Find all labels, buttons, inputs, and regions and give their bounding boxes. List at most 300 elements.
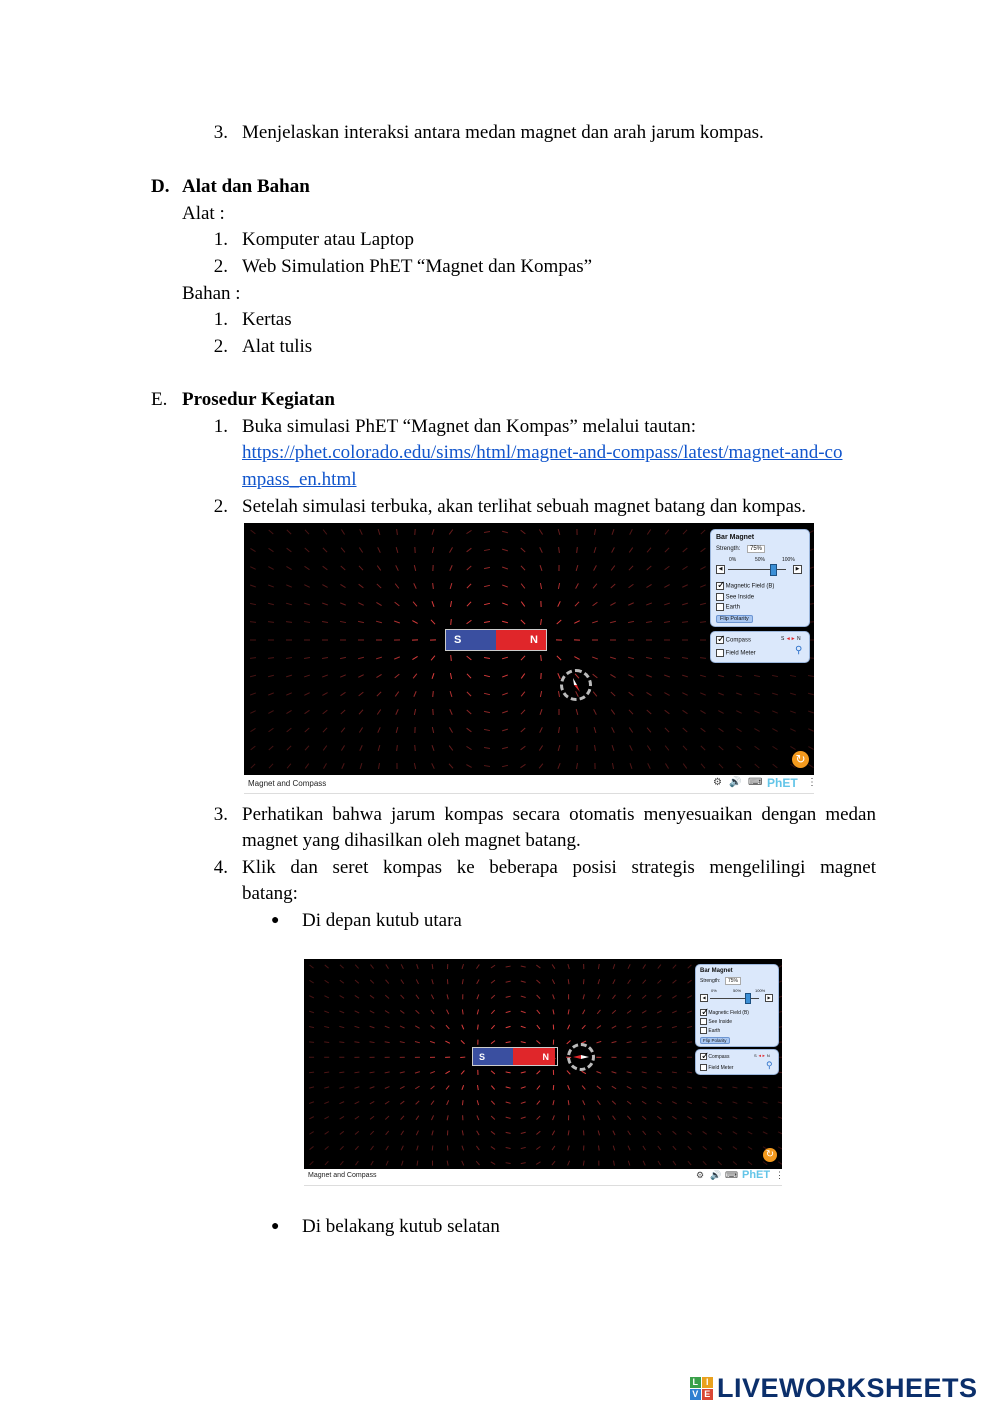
field-arrow xyxy=(478,1085,479,1090)
field-arrow xyxy=(748,1147,752,1150)
field-arrow xyxy=(521,584,525,589)
flip-polarity-button[interactable]: Flip Polarity xyxy=(716,615,753,623)
field-arrow xyxy=(502,657,508,659)
phet-logo[interactable]: PhET xyxy=(742,1169,771,1181)
field-arrow xyxy=(250,693,256,695)
see-inside-label: See Inside xyxy=(725,594,755,601)
field-arrow xyxy=(432,673,434,679)
field-arrow xyxy=(358,603,363,606)
field-arrow xyxy=(719,728,724,731)
field-arrow xyxy=(431,1010,434,1014)
field-arrow xyxy=(642,1011,646,1014)
field-arrow xyxy=(491,1025,494,1029)
field-arrow xyxy=(598,1146,599,1151)
field-arrow xyxy=(598,979,600,984)
field-arrow xyxy=(683,548,688,552)
field-arrow xyxy=(506,1042,511,1043)
sound-icon[interactable]: 🔊 xyxy=(729,777,742,788)
field-arrow xyxy=(682,675,688,677)
simulation-link-continued[interactable]: mpass_en.html xyxy=(242,469,357,490)
field-arrow xyxy=(370,1026,375,1028)
field-arrow xyxy=(250,548,255,551)
field-arrow xyxy=(431,620,435,624)
field-arrow xyxy=(736,693,742,695)
field-arrow xyxy=(643,1161,645,1166)
field-arrow xyxy=(687,996,691,999)
field-arrow xyxy=(414,691,416,697)
step-text-line: batang: xyxy=(242,883,298,904)
field-arrow xyxy=(598,964,599,969)
field-arrow xyxy=(445,1071,449,1074)
field-arrow xyxy=(657,1011,661,1013)
field-arrow xyxy=(355,1087,360,1089)
field-meter-checkbox[interactable] xyxy=(716,649,724,657)
see-inside-option[interactable] xyxy=(700,1018,732,1025)
bar-magnet-panel xyxy=(695,964,779,1047)
phet-logo[interactable]: PhET xyxy=(767,776,798,790)
field-arrow xyxy=(558,691,559,697)
tick-0: 0% xyxy=(729,557,737,563)
field-arrow xyxy=(688,1146,692,1150)
field-arrow xyxy=(576,709,578,715)
field-arrow xyxy=(540,727,543,732)
field-arrow xyxy=(736,675,742,676)
field-arrow xyxy=(597,1086,601,1089)
compass-label: Compass xyxy=(708,1053,730,1060)
field-arrow xyxy=(718,1117,723,1119)
field-arrow xyxy=(808,675,814,676)
field-arrow xyxy=(447,1100,449,1105)
field-arrow xyxy=(309,1132,313,1135)
tools-panel xyxy=(710,631,810,663)
field-arrow xyxy=(450,673,451,679)
field-meter-option[interactable] xyxy=(700,1064,733,1071)
field-arrow xyxy=(377,566,380,571)
field-arrow xyxy=(401,1146,403,1151)
field-arrow xyxy=(672,1087,677,1089)
field-arrow xyxy=(502,729,508,731)
field-arrow xyxy=(612,1010,616,1013)
field-arrow xyxy=(446,1086,449,1090)
settings-icon[interactable]: ⚙ xyxy=(696,1170,705,1180)
field-arrow xyxy=(627,1116,630,1120)
field-arrow xyxy=(491,1131,495,1134)
field-arrow xyxy=(733,1132,737,1135)
field-arrow xyxy=(717,1087,722,1088)
sim-navbar-2 xyxy=(304,1169,782,1186)
field-arrow xyxy=(478,1025,479,1030)
field-arrow xyxy=(628,1161,630,1166)
strength-slider-track[interactable] xyxy=(710,998,759,999)
field-arrow xyxy=(642,1026,647,1028)
field-arrow xyxy=(612,1101,616,1105)
earth-checkbox[interactable] xyxy=(700,1027,707,1034)
compass-checkbox[interactable] xyxy=(700,1053,707,1060)
field-arrow xyxy=(502,711,508,713)
field-arrow xyxy=(502,567,508,569)
field-arrow xyxy=(537,1101,540,1105)
field-arrow xyxy=(359,710,363,714)
field-arrow xyxy=(627,1086,632,1088)
tools-panel xyxy=(695,1049,779,1075)
keyboard-icon[interactable]: ⌨ xyxy=(725,1170,738,1180)
field-arrow xyxy=(432,763,435,768)
compass-checkbox[interactable] xyxy=(716,636,724,644)
field-arrow xyxy=(718,675,724,677)
decrease-strength-button[interactable]: ◀ xyxy=(716,565,725,574)
field-arrow xyxy=(322,657,328,658)
field-arrow xyxy=(447,994,448,999)
field-arrow xyxy=(358,621,364,622)
field-arrow xyxy=(412,621,417,624)
field-arrow xyxy=(397,529,398,535)
field-arrow xyxy=(414,583,417,588)
field-arrow xyxy=(629,584,634,588)
field-arrow xyxy=(539,745,542,750)
field-arrow xyxy=(325,1146,329,1149)
compass[interactable] xyxy=(560,669,592,701)
field-arrow xyxy=(491,1101,494,1105)
field-arrow xyxy=(491,965,495,968)
field-arrow xyxy=(340,584,345,587)
field-arrow xyxy=(394,657,400,659)
field-arrow xyxy=(477,1131,480,1135)
sim-navbar-1 xyxy=(244,775,817,794)
increase-strength-button[interactable]: ▶ xyxy=(765,994,773,1002)
step-text-line: Klik dan seret kompas ke beberapa posisi strategis mengelilingi magnet xyxy=(242,857,876,878)
field-arrow xyxy=(432,1130,433,1135)
field-arrow xyxy=(568,1009,569,1014)
field-arrow xyxy=(558,673,560,678)
tick-0: 0% xyxy=(711,988,717,993)
decrease-strength-button[interactable]: ◀ xyxy=(700,994,708,1002)
field-arrow xyxy=(536,980,540,983)
field-arrow xyxy=(370,1087,375,1089)
field-arrow xyxy=(491,1071,495,1074)
field-arrow xyxy=(287,548,292,552)
field-arrow xyxy=(732,1087,737,1088)
field-arrow xyxy=(642,1042,647,1043)
alat-label: Alat : xyxy=(182,203,225,224)
field-arrow xyxy=(647,710,651,714)
field-arrow xyxy=(396,709,398,714)
field-arrow xyxy=(502,675,508,677)
earth-option[interactable] xyxy=(716,603,740,611)
field-arrow xyxy=(340,657,346,658)
field-arrow xyxy=(700,567,705,570)
field-arrow xyxy=(324,1087,329,1088)
field-arrow xyxy=(658,965,661,969)
field-arrow xyxy=(646,603,652,605)
bahan-item: Kertas xyxy=(242,309,292,330)
field-arrow xyxy=(521,1102,526,1104)
sound-icon[interactable]: 🔊 xyxy=(710,1170,722,1180)
field-arrow xyxy=(683,710,688,713)
panel-title: Bar Magnet xyxy=(716,534,755,541)
field-arrow xyxy=(537,995,541,999)
field-arrow xyxy=(665,566,670,570)
field-arrow xyxy=(778,1117,782,1119)
field-arrow xyxy=(733,1161,737,1164)
field-arrow xyxy=(613,1131,615,1136)
field-arrow xyxy=(323,746,327,751)
field-arrow xyxy=(286,693,291,695)
field-arrow xyxy=(268,711,273,714)
field-arrow xyxy=(430,1041,435,1043)
field-arrow xyxy=(646,621,652,622)
simulation-screenshot-2 xyxy=(304,959,782,1169)
field-arrow xyxy=(287,530,291,534)
compass-legend-n: N xyxy=(766,1053,770,1058)
magnetic-field-checkbox[interactable] xyxy=(700,1009,707,1016)
field-arrow xyxy=(540,691,541,697)
field-arrow xyxy=(598,995,600,999)
strength-slider-track[interactable] xyxy=(728,569,786,570)
field-arrow xyxy=(432,1145,433,1150)
field-arrow xyxy=(309,996,314,998)
field-arrow xyxy=(630,763,632,769)
field-arrow xyxy=(521,530,526,534)
field-arrow xyxy=(354,1042,359,1043)
field-arrow xyxy=(417,1146,418,1151)
field-arrow xyxy=(269,764,273,768)
field-arrow xyxy=(718,693,724,695)
field-meter-label: Field Meter xyxy=(725,650,756,657)
field-arrow xyxy=(370,1011,374,1013)
field-arrow xyxy=(371,1146,374,1150)
field-arrow xyxy=(379,763,380,769)
field-arrow xyxy=(521,1087,526,1089)
see-inside-checkbox[interactable] xyxy=(716,593,724,601)
see-inside-option[interactable] xyxy=(716,593,754,601)
field-arrow xyxy=(476,1161,479,1165)
strength-slider-thumb[interactable] xyxy=(770,564,777,576)
field-arrow xyxy=(672,1072,677,1073)
field-arrow xyxy=(772,675,778,676)
alat-item: Web Simulation PhET “Magnet dan Kompas” xyxy=(242,256,593,277)
simulation-link[interactable]: https://phet.colorado.edu/sims/html/magnet-and-compass/latest/magnet-and-co xyxy=(242,442,843,463)
field-arrow xyxy=(583,1010,585,1014)
flip-polarity-button[interactable]: Flip Polarity xyxy=(700,1037,730,1044)
field-arrow xyxy=(664,622,670,623)
tick-50: 50% xyxy=(733,988,742,993)
field-arrow xyxy=(386,964,389,968)
field-arrow xyxy=(559,547,560,553)
field-arrow xyxy=(754,675,760,676)
field-arrow xyxy=(521,1072,526,1073)
step-number: 3. xyxy=(213,804,228,825)
field-arrow xyxy=(553,1115,555,1120)
field-arrow xyxy=(700,603,706,605)
field-arrow xyxy=(506,1163,511,1164)
field-arrow xyxy=(612,1042,617,1043)
field-arrow xyxy=(576,565,578,571)
field-arrow xyxy=(613,964,615,969)
field-arrow xyxy=(395,674,400,678)
increase-strength-button[interactable]: ▶ xyxy=(793,565,802,574)
field-arrow xyxy=(401,1116,404,1120)
field-arrow xyxy=(355,980,359,983)
field-arrow xyxy=(414,565,415,571)
field-arrow xyxy=(304,675,310,677)
field-meter-label: Field Meter xyxy=(708,1064,734,1071)
field-arrow xyxy=(445,1041,450,1043)
field-arrow xyxy=(612,547,615,552)
field-arrow xyxy=(461,1070,464,1074)
field-arrow xyxy=(521,981,526,982)
field-arrow xyxy=(432,979,433,984)
field-arrow xyxy=(521,602,525,607)
field-arrow xyxy=(664,675,670,677)
section-e-title: Prosedur Kegiatan xyxy=(182,389,335,410)
field-arrow xyxy=(657,1026,662,1028)
reset-all-button[interactable]: ↻ xyxy=(792,751,809,768)
field-arrow xyxy=(386,1131,389,1135)
more-options-icon[interactable]: ⋮ xyxy=(775,1170,784,1180)
field-arrow xyxy=(491,1116,495,1119)
field-arrow xyxy=(521,548,525,552)
field-arrow xyxy=(577,727,578,733)
field-arrow xyxy=(521,620,525,624)
field-arrow xyxy=(376,621,382,623)
field-arrow xyxy=(400,1072,405,1073)
field-arrow xyxy=(773,764,778,768)
field-arrow xyxy=(688,1161,691,1165)
field-arrow xyxy=(339,1102,344,1104)
needle-icon: ◄► xyxy=(757,1053,766,1058)
field-arrow xyxy=(702,1102,707,1104)
field-arrow xyxy=(687,1042,692,1043)
compass[interactable] xyxy=(567,1043,595,1071)
field-arrow xyxy=(506,966,511,967)
field-arrow xyxy=(250,585,256,587)
field-arrow xyxy=(462,1100,463,1105)
field-arrow xyxy=(322,603,328,605)
field-arrow xyxy=(250,711,255,714)
field-arrow xyxy=(613,979,615,983)
field-arrow xyxy=(646,675,652,677)
field-arrow xyxy=(358,657,364,658)
field-arrow xyxy=(309,1026,314,1027)
field-arrow xyxy=(736,728,741,731)
field-arrow xyxy=(627,1072,632,1073)
field-arrow xyxy=(305,728,309,732)
field-arrow xyxy=(657,1087,662,1089)
field-arrow xyxy=(432,745,434,751)
field-arrow xyxy=(370,1042,375,1043)
reset-all-button[interactable]: ↻ xyxy=(763,1148,777,1162)
field-arrow xyxy=(665,530,669,535)
field-arrow xyxy=(415,745,416,751)
field-arrow xyxy=(718,1161,722,1164)
field-arrow xyxy=(360,529,363,534)
field-arrow xyxy=(672,1026,677,1027)
field-arrow xyxy=(772,729,777,732)
field-arrow xyxy=(521,764,526,767)
field-arrow xyxy=(484,532,490,533)
bar-magnet[interactable] xyxy=(445,629,547,651)
more-options-icon[interactable]: ⋮ xyxy=(807,777,817,788)
field-arrow xyxy=(657,1116,661,1119)
field-arrow xyxy=(378,745,380,751)
field-arrow xyxy=(778,1147,782,1149)
settings-icon[interactable]: ⚙ xyxy=(713,777,722,788)
field-arrow xyxy=(664,585,669,588)
field-arrow xyxy=(594,727,596,733)
field-arrow xyxy=(476,1146,479,1150)
section-d-letter: D. xyxy=(151,176,170,197)
field-arrow xyxy=(629,728,632,733)
field-arrow xyxy=(414,763,415,769)
field-arrow xyxy=(521,746,526,750)
magnetic-field-checkbox[interactable] xyxy=(716,582,724,590)
bar-magnet[interactable] xyxy=(472,1047,558,1066)
field-arrow xyxy=(304,603,310,605)
field-arrow xyxy=(268,567,273,570)
field-meter-option[interactable] xyxy=(716,649,756,657)
field-arrow xyxy=(378,727,380,732)
field-arrow xyxy=(305,548,310,552)
field-arrow xyxy=(658,1146,661,1150)
field-arrow xyxy=(755,746,760,749)
field-arrow xyxy=(594,709,597,714)
field-arrow xyxy=(309,1072,314,1073)
field-arrow xyxy=(665,548,669,552)
compass-option[interactable] xyxy=(716,636,751,644)
field-arrow xyxy=(432,529,434,535)
magnetic-field-option[interactable] xyxy=(700,1009,749,1016)
liveworksheets-mark-icon xyxy=(690,1377,713,1400)
field-arrow xyxy=(612,995,615,999)
field-arrow xyxy=(340,1116,344,1119)
field-arrow xyxy=(400,1042,405,1043)
field-arrow xyxy=(597,1026,601,1029)
field-arrow xyxy=(593,584,597,589)
field-meter-checkbox[interactable] xyxy=(700,1064,707,1071)
field-arrow xyxy=(268,603,274,604)
field-arrow xyxy=(733,1147,737,1150)
field-arrow xyxy=(643,964,646,968)
field-arrow xyxy=(521,566,525,570)
mark-letter: E xyxy=(702,1389,713,1400)
field-arrow xyxy=(450,691,452,697)
field-arrow xyxy=(467,548,472,552)
field-arrow xyxy=(305,710,310,713)
strength-slider-thumb[interactable] xyxy=(745,993,751,1004)
field-arrow xyxy=(451,655,452,661)
field-arrow xyxy=(251,746,256,750)
keyboard-icon[interactable]: ⌨ xyxy=(748,777,763,788)
field-arrow xyxy=(385,1072,390,1073)
field-arrow xyxy=(642,1087,647,1089)
field-arrow xyxy=(413,674,417,679)
step-text-line: magnet yang dihasilkan oleh magnet batang. xyxy=(242,830,581,851)
field-arrow xyxy=(673,980,677,983)
earth-option[interactable] xyxy=(700,1027,720,1034)
earth-checkbox[interactable] xyxy=(716,603,724,611)
field-arrow xyxy=(506,981,511,982)
magnetic-field-option[interactable] xyxy=(716,582,774,590)
strength-label: Strength: xyxy=(700,978,721,984)
field-arrow xyxy=(416,979,418,984)
field-arrow xyxy=(466,746,471,749)
field-arrow xyxy=(491,995,495,998)
field-arrow xyxy=(396,547,398,553)
see-inside-checkbox[interactable] xyxy=(700,1018,707,1025)
objective-number: 3. xyxy=(213,122,228,143)
field-arrow xyxy=(450,601,451,607)
compass-option[interactable] xyxy=(700,1053,730,1060)
